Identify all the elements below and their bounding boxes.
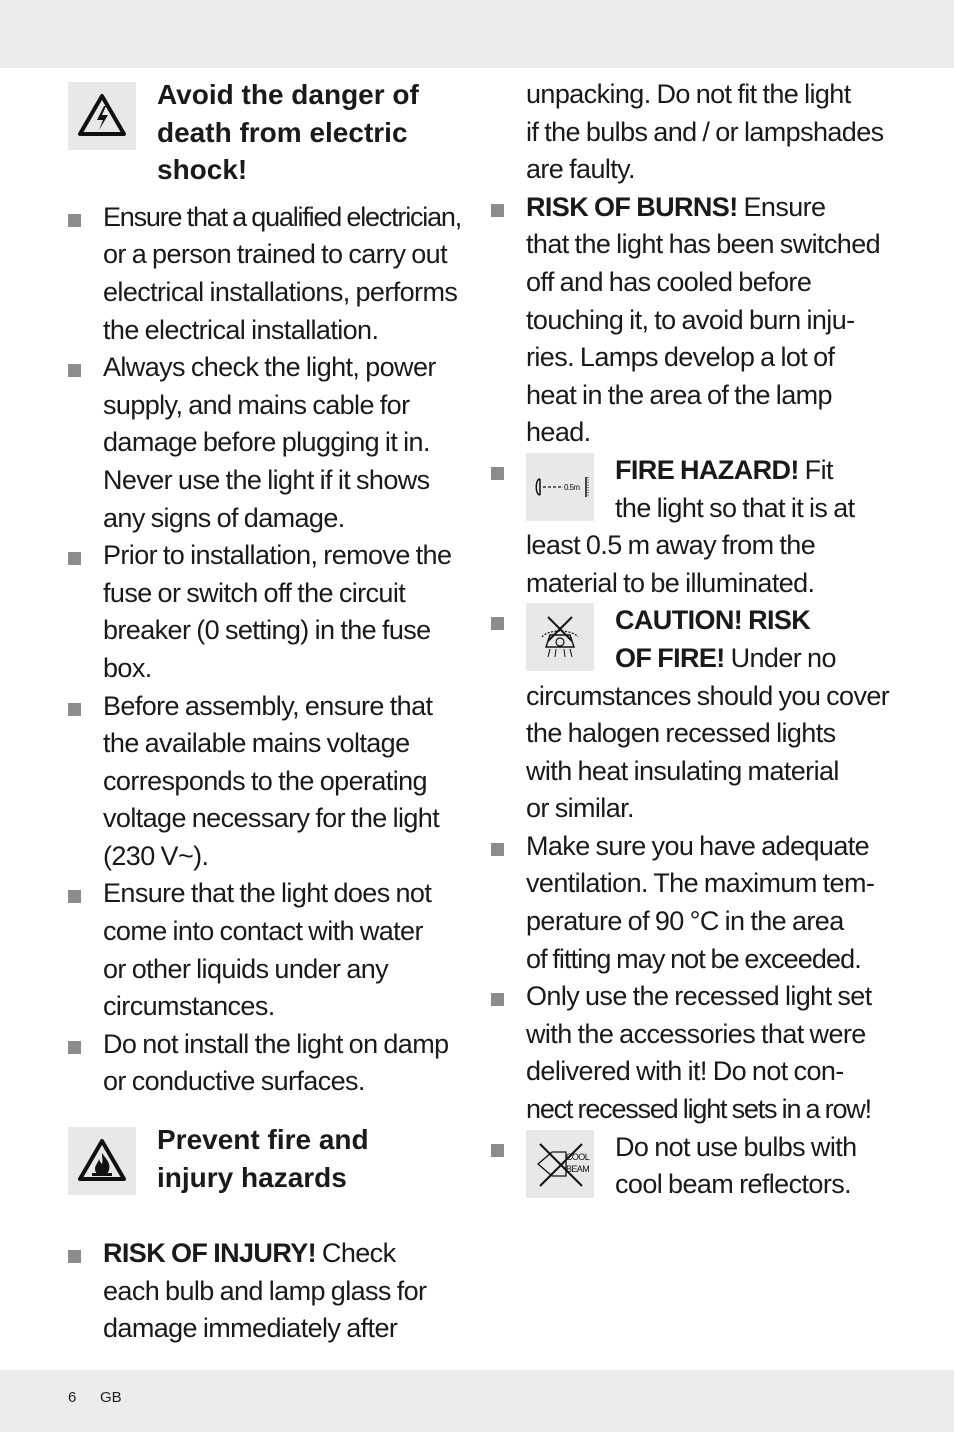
bullet-square-icon — [491, 467, 504, 480]
list-item: RISK OF INJURY! Check each bulb and lamp glass for damage immediately after — [68, 1235, 468, 1348]
electric-shock-heading-block — [68, 76, 468, 189]
distance-icon — [526, 453, 594, 521]
list-item: Make sure you have adequate ventilation. The maximum tem- perature of 90 °C in the area of fitting may not be exceeded. — [491, 828, 891, 978]
bullet-square-icon — [68, 1041, 81, 1054]
list-item: RISK OF BURNS! Ensure that the light has been switched off and has cooled before touching it, to avoid burn inju- ries. Lamps develop a lot of heat in the area of the lamp head. — [491, 189, 891, 452]
fire-warning-icon — [68, 1127, 136, 1195]
list-item: Prior to installation, remove the fuse or switch off the circuit breaker (0 setting) in the fuse box. — [68, 537, 468, 687]
heading-fire-injury: Prevent fire and injury hazards — [157, 1124, 369, 1193]
bullet-square-icon — [68, 364, 81, 377]
bullet-square-icon — [68, 703, 81, 716]
header-band — [0, 0, 954, 68]
bullet-square-icon — [68, 214, 81, 227]
bullet-square-icon — [491, 617, 504, 630]
list-item: Do not install the light on damp or conductive surfaces. — [68, 1026, 468, 1101]
list-item: Before assembly, ensure that the available mains voltage corresponds to the operating voltage necessary for the light (230 V~). — [68, 688, 468, 876]
language-code: GB — [100, 1389, 122, 1406]
svg-text:0.5m: 0.5m — [564, 482, 580, 492]
list-item: 0.5m FIRE HAZARD! Fit the light so that it is at least 0.5 m away from the material to be illuminated. — [491, 452, 891, 602]
fire-injury-heading-block — [68, 1121, 468, 1225]
left-column — [68, 76, 468, 1348]
list-item: Only use the recessed light set with the accessories that were delivered with it! Do not con- nect recessed light sets in a row! — [491, 978, 891, 1128]
svg-text:COOL: COOL — [566, 1151, 590, 1162]
bullet-square-icon — [491, 843, 504, 856]
bullet-square-icon — [491, 993, 504, 1006]
no-cover-insulation-icon — [526, 603, 594, 671]
bullet-square-icon — [491, 1144, 504, 1157]
bullet-square-icon — [68, 890, 81, 903]
footer-band — [0, 1370, 954, 1432]
list-item-continued: unpacking. Do not fit the light if the bulbs and / or lampshades are faulty. — [526, 79, 884, 185]
no-cool-beam-icon — [526, 1130, 594, 1198]
list-item: Always check the light, power supply, and mains cable for damage before plugging it in. Never use the light if it shows any signs of damage. — [68, 349, 468, 537]
bullet-square-icon — [68, 552, 81, 565]
page-number: 6 — [68, 1389, 77, 1406]
bullet-square-icon — [491, 204, 504, 217]
list-item: CAUTION! RISK OF FIRE! Under no circumstances should you cover the halogen recessed lights with heat insulating material or similar. — [491, 602, 891, 828]
right-column — [491, 76, 891, 1204]
list-item: Ensure that the light does not come into contact with water or other liquids under any circumstances. — [68, 875, 468, 1025]
list-item: Ensure that a qualified electrician, or a person trained to carry out electrical installations, performs the electrical installation. — [68, 199, 468, 349]
electric-warning-icon — [68, 82, 136, 150]
list-item: COOL BEAM Do not use bulbs with cool beam reflectors. — [491, 1129, 891, 1204]
svg-text:BEAM: BEAM — [566, 1163, 590, 1174]
heading-electric-shock: Avoid the danger of death from electric shock! — [157, 79, 419, 186]
bullet-square-icon — [68, 1250, 81, 1263]
